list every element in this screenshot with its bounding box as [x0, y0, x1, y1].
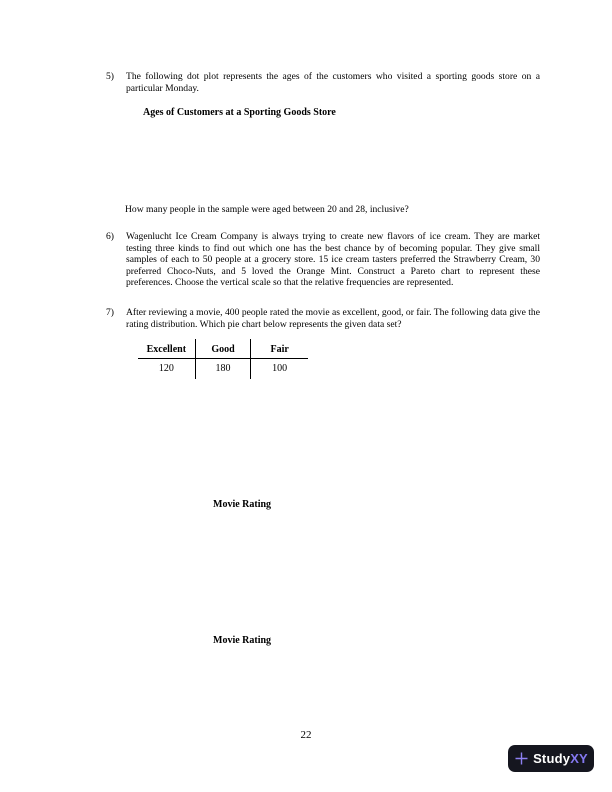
dot-plot-area [125, 122, 425, 200]
pie-chart-2-title: Movie Rating [213, 635, 272, 646]
question-5-number: 5) [106, 71, 114, 82]
dot-plot-title: Ages of Customers at a Sporting Goods Store [143, 107, 336, 118]
question-5-text: The following dot plot represents the ages of the customers who visited a sporting goods store on a particular Monday. [126, 71, 540, 94]
logo-brand-text: Study [533, 751, 571, 766]
rating-table [138, 339, 308, 379]
studyxy-logo [508, 745, 594, 772]
page-number: 22 [300, 729, 312, 741]
logo-brand-suffix: XY [570, 751, 588, 766]
question-7-text: After reviewing a movie, 400 people rated the movie as excellent, good, or fair. The following data give the rating distribution. Which pie chart below represents the given data set? [126, 307, 540, 330]
rating-table-header-row [138, 339, 308, 359]
rating-table-header-fair: Fair [270, 344, 289, 355]
rating-table-value-good: 180 [195, 359, 252, 379]
plus-icon [514, 751, 529, 766]
question-5-followup: How many people in the sample were aged between 20 and 28, inclusive? [125, 204, 409, 215]
rating-table-header-good: Good [195, 339, 252, 358]
rating-table-value-fair: 100 [272, 363, 288, 374]
question-7-number: 7) [106, 307, 114, 318]
question-6-text: Wagenlucht Ice Cream Company is always trying to create new flavors of ice cream. They are market testing three kinds to find out which one has the best chance by of becoming popular. They give small samples of each to 50 people at a grocery store. 15 ice cream tasters preferred the Strawberry Cream, 30 preferred Choco-Nuts, and 5 loved the Orange Mint. Construct a Pareto chart to represent these preferences. Choose the vertical scale so that the relative frequencies are represented. [126, 231, 540, 289]
pie-chart-1-title: Movie Rating [213, 499, 272, 510]
rating-table-header-excellent: Excellent [146, 344, 187, 355]
question-6 [106, 231, 540, 289]
pie-chart-2-area [160, 525, 330, 633]
rating-table-value-excellent: 120 [158, 363, 174, 374]
rating-table-values-row [138, 359, 308, 379]
question-6-number: 6) [106, 231, 114, 242]
question-7 [106, 307, 540, 330]
question-5 [106, 71, 540, 94]
pie-chart-1-area [160, 390, 330, 498]
